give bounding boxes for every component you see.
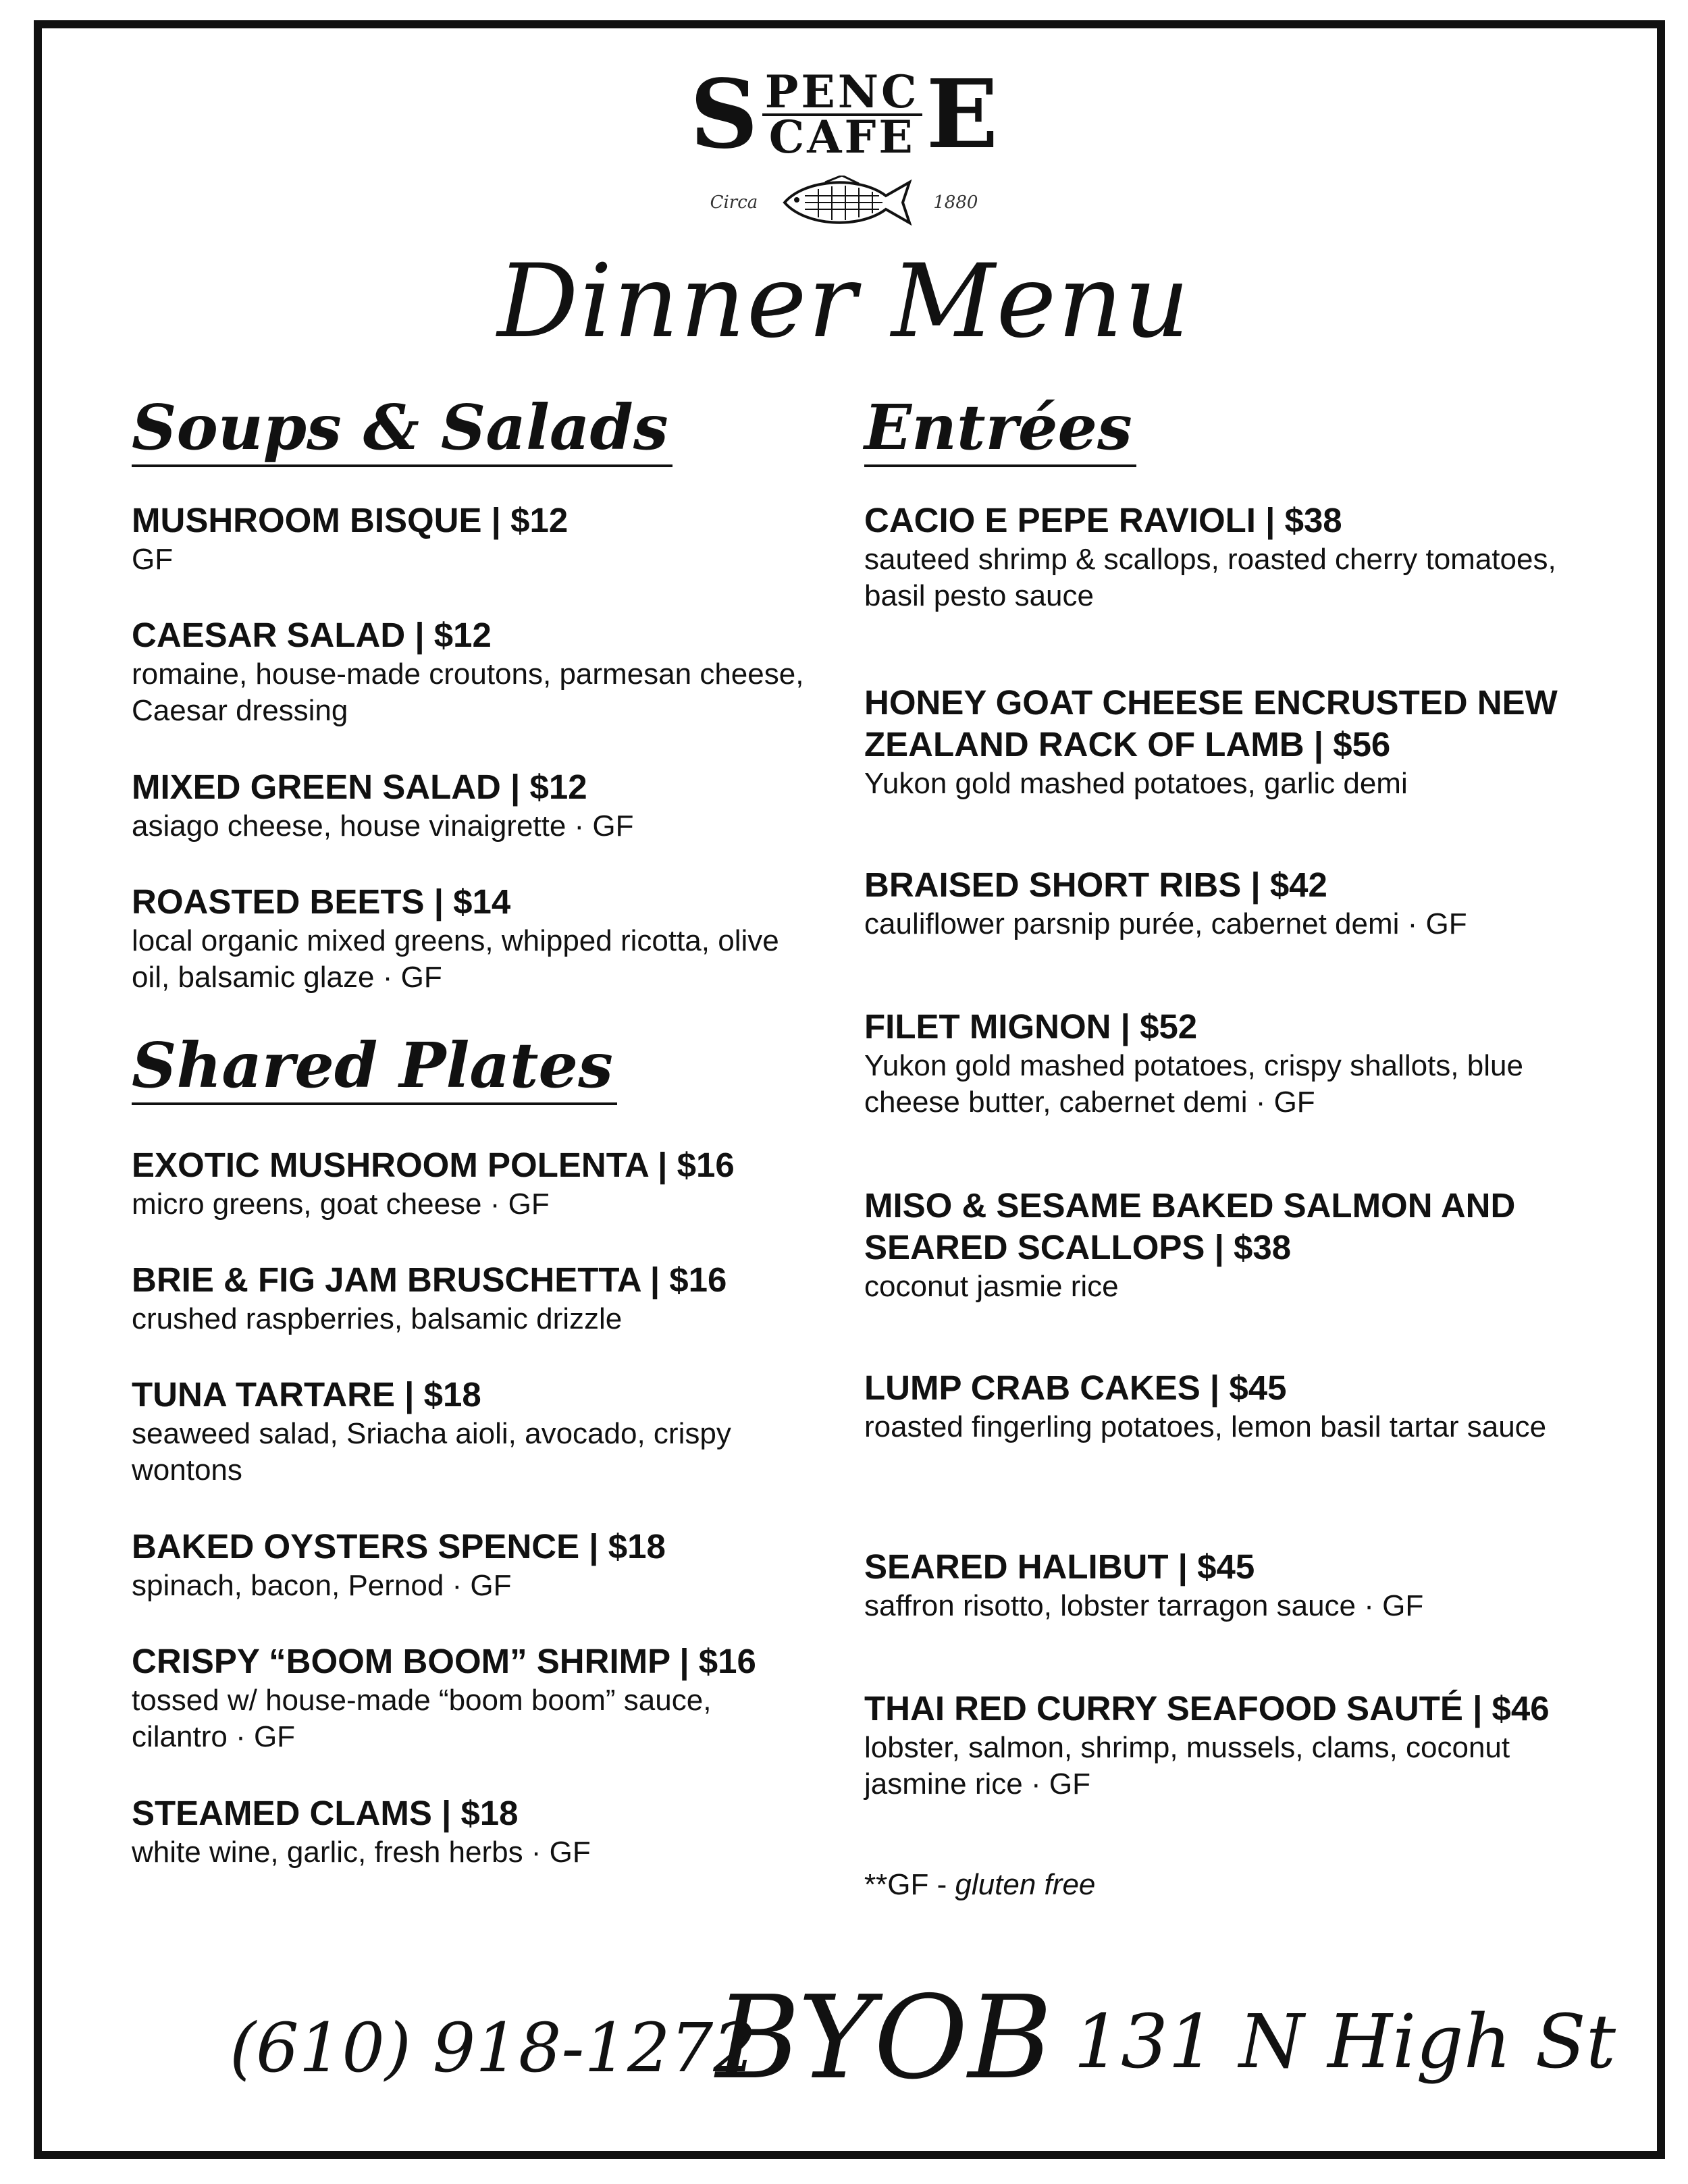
item-desc: spinach, bacon, Pernod · GF: [132, 1569, 512, 1602]
menu-item: [132, 1526, 807, 1604]
item-name: STEAMED CLAMS | $18: [132, 1794, 519, 1832]
menu-item: [132, 1792, 807, 1871]
item-desc: lobster, salmon, shrimp, mussels, clams, coconut jasmine rice · GF: [864, 1731, 1510, 1801]
item-name: BAKED OYSTERS SPENCE | $18: [132, 1527, 666, 1566]
item-desc: sauteed shrimp & scallops, roasted cherry tomatoes, basil pesto sauce: [864, 543, 1556, 612]
item-desc: asiago cheese, house vinaigrette · GF: [132, 809, 634, 843]
menu-item: [864, 500, 1593, 614]
byob-label: BYOB: [716, 1971, 1053, 2105]
footer: [68, 1971, 1620, 2120]
menu-item: [864, 1546, 1593, 1624]
item-desc: Yukon gold mashed potatoes, crispy shallots, blue cheese butter, cabernet demi · GF: [864, 1049, 1523, 1119]
item-name: FILET MIGNON | $52: [864, 1007, 1198, 1046]
item-name: CACIO E PEPE RAVIOLI | $38: [864, 501, 1342, 539]
item-name: MISO & SESAME BAKED SALMON AND SEARED SCALLOPS | $38: [864, 1186, 1516, 1267]
item-desc: coconut jasmie rice: [864, 1270, 1119, 1303]
menu-item: [864, 682, 1593, 802]
item-desc: romaine, house-made croutons, parmesan cheese, Caesar dressing: [132, 658, 804, 727]
item-desc: Yukon gold mashed potatoes, garlic demi: [864, 767, 1408, 800]
item-desc: GF: [132, 543, 174, 576]
menu-item: [132, 766, 807, 845]
menu-item: [864, 1367, 1593, 1445]
address: 131 N High St: [1074, 1998, 1616, 2085]
menu-item: [864, 864, 1593, 942]
logo-letter-s: S: [689, 59, 758, 170]
item-name: CRISPY “BOOM BOOM” SHRIMP | $16: [132, 1642, 756, 1680]
item-desc: saffron risotto, lobster tarragon sauce · GF: [864, 1589, 1424, 1622]
item-desc: white wine, garlic, fresh herbs · GF: [132, 1836, 591, 1869]
item-name: MUSHROOM BISQUE | $12: [132, 501, 569, 539]
menu-item: [132, 614, 807, 729]
menu-item: [864, 1006, 1593, 1121]
menu-item: [132, 1144, 807, 1223]
item-name: CAESAR SALAD | $12: [132, 616, 492, 654]
item-name: SEARED HALIBUT | $45: [864, 1547, 1255, 1586]
item-desc: roasted fingerling potatoes, lemon basil tartar sauce: [864, 1410, 1547, 1443]
menu-item: [132, 1259, 807, 1337]
logo-top-word: PENC: [762, 71, 922, 116]
menu-item: [132, 1374, 807, 1489]
logo: [0, 59, 1688, 170]
item-desc: tossed w/ house-made “boom boom” sauce, cilantro · GF: [132, 1684, 712, 1753]
entrees-heading: Entrées: [864, 395, 1136, 467]
item-name: HONEY GOAT CHEESE ENCRUSTED NEW ZEALAND RACK OF LAMB | $56: [864, 683, 1558, 764]
item-name: TUNA TARTARE | $18: [132, 1375, 481, 1414]
logo-letter-e: E: [926, 59, 999, 170]
item-desc: local organic mixed greens, whipped ricotta, olive oil, balsamic glaze · GF: [132, 924, 779, 994]
logo-bottom-word: CAFE: [768, 111, 916, 163]
gluten-free-footnote: [864, 1867, 1593, 1903]
item-name: THAI RED CURRY SEAFOOD SAUTÉ | $46: [864, 1689, 1550, 1728]
shared-plates-heading: Shared Plates: [132, 1033, 617, 1105]
footnote-prefix: **GF -: [864, 1868, 955, 1901]
item-desc: seaweed salad, Sriacha aioli, avocado, crispy wontons: [132, 1417, 731, 1487]
footnote-text: gluten free: [955, 1868, 1096, 1901]
soups-salads-heading: Soups & Salads: [132, 395, 672, 467]
menu-item: [864, 1688, 1593, 1803]
item-desc: cauliflower parsnip purée, cabernet demi · GF: [864, 907, 1467, 940]
right-column: [864, 391, 1593, 1901]
logo-year: 1880: [933, 192, 978, 213]
left-column: [132, 391, 807, 1869]
item-name: ROASTED BEETS | $14: [132, 882, 511, 921]
item-name: LUMP CRAB CAKES | $45: [864, 1368, 1287, 1407]
item-name: EXOTIC MUSHROOM POLENTA | $16: [132, 1146, 735, 1184]
item-name: MIXED GREEN SALAD | $12: [132, 768, 587, 806]
phone-number: (610) 918-1272: [230, 2008, 756, 2087]
logo-circa: Circa: [710, 192, 758, 213]
logo-fish-row: [0, 176, 1688, 230]
item-desc: micro greens, goat cheese · GF: [132, 1188, 550, 1221]
page-title: Dinner Menu: [497, 243, 1191, 361]
menu-item: [132, 500, 807, 578]
fish-icon: [778, 176, 913, 230]
item-name: BRAISED SHORT RIBS | $42: [864, 865, 1327, 904]
menu-item: [132, 1641, 807, 1755]
item-desc: crushed raspberries, balsamic drizzle: [132, 1302, 623, 1335]
menu-item: [132, 881, 807, 996]
item-name: BRIE & FIG JAM BRUSCHETTA | $16: [132, 1260, 727, 1299]
menu-item: [864, 1185, 1593, 1305]
